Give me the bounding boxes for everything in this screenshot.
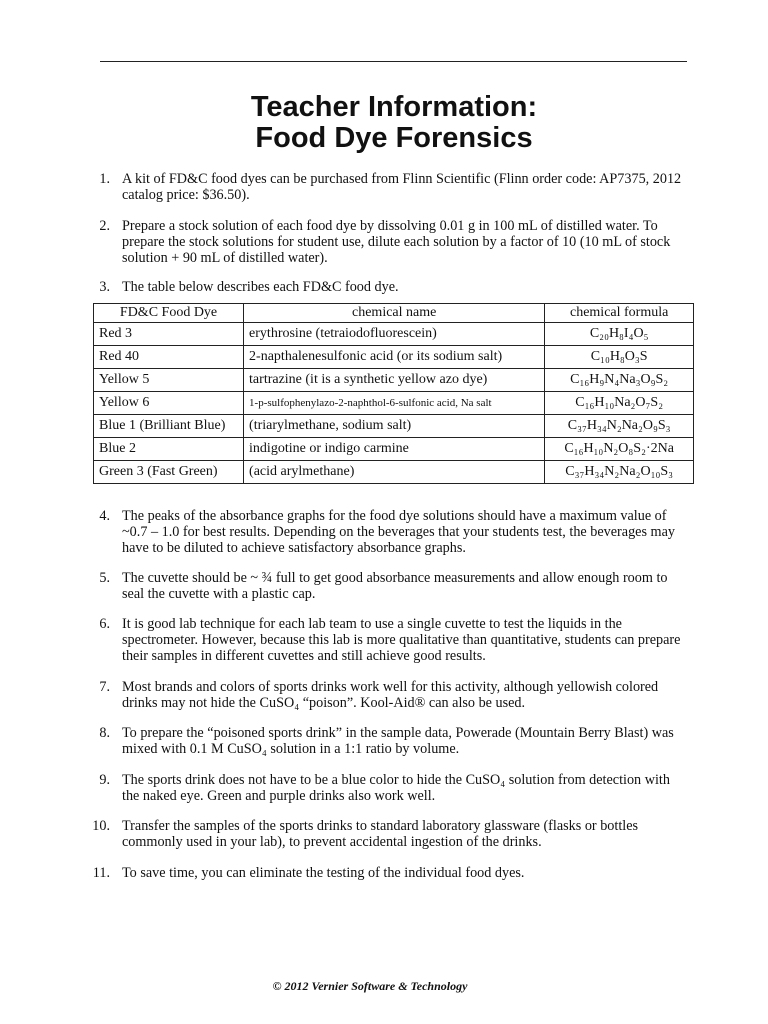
item-text: To save time, you can eliminate the testing of the individual food dyes. <box>122 865 525 881</box>
item-text: Transfer the samples of the sports drinks to standard laboratory glassware (flasks or bottles commonly used in your lab), to prevent accidental ingestion of the drinks. <box>122 818 639 850</box>
header-rule <box>100 61 687 62</box>
table-row <box>94 392 694 415</box>
item-text: Prepare a stock solution of each food dye by dissolving 0.01 g in 100 mL of distilled water. To prepare the stock solutions for student use, dilute each solution by a factor of 10 (10 mL of stock solution + 90 mL of distilled water). <box>122 218 671 266</box>
title-line-2: Food Dye Forensics <box>255 122 533 154</box>
chemical-formula-cell: C₃₇H₃₄N₂Na₂O₁₀S₃ <box>545 461 694 484</box>
page-title <box>0 92 768 154</box>
item-number: 10. <box>92 818 110 834</box>
table-row <box>94 346 694 369</box>
item-number: 11. <box>92 865 110 881</box>
item-number: 1. <box>99 171 110 187</box>
column-header: chemical name <box>244 304 545 323</box>
chemical-name-cell: indigotine or indigo carmine <box>244 438 545 461</box>
item-number: 4. <box>99 508 110 524</box>
chemical-formula-cell: C₁₆H₁₀Na₂O₇S₂ <box>545 392 694 415</box>
item-text: The sports drink does not have to be a blue color to hide the CuSO₄ solution from detection with the naked eye. Green and purple drinks also work well. <box>122 772 670 804</box>
chemical-name-cell: 2-napthalenesulfonic acid (or its sodium salt) <box>244 346 545 369</box>
item-number: 8. <box>99 725 110 741</box>
chemical-formula-cell: C₃₇H₃₄N₂Na₂O₉S₃ <box>545 415 694 438</box>
chemical-name-cell: (acid arylmethane) <box>244 461 545 484</box>
table-header-row <box>94 304 694 323</box>
item-text: Most brands and colors of sports drinks work well for this activity, although yellowish colored drinks may not hide the CuSO₄ “poison”. Kool-Aid® can also be used. <box>122 679 659 711</box>
table-row <box>94 415 694 438</box>
item-text: The table below describes each FD&C food dye. <box>122 279 399 295</box>
chemical-name-cell: tartrazine (it is a synthetic yellow azo dye) <box>244 369 545 392</box>
food-dye-table <box>93 303 694 484</box>
item-text: The peaks of the absorbance graphs for the food dye solutions should have a maximum value of ~0.7 – 1.0 for best results. Depending on the beverages that your students test, the beverages may have to be diluted to achieve satisfactory absorbance graphs. <box>122 508 675 556</box>
copyright-footer: © 2012 Vernier Software & Technology <box>272 979 468 993</box>
table-row <box>94 369 694 392</box>
item-text: The cuvette should be ~ ¾ full to get good absorbance measurements and allow enough room to seal the cuvette with a plastic cap. <box>122 570 668 602</box>
table-row <box>94 323 694 346</box>
dye-cell: Red 3 <box>94 323 244 346</box>
dye-cell: Green 3 (Fast Green) <box>94 461 244 484</box>
table-row <box>94 438 694 461</box>
item-number: 6. <box>99 616 110 632</box>
chemical-name-cell: 1-p-sulfophenylazo-2-naphthol-6-sulfonic acid, Na salt <box>244 392 545 415</box>
dye-cell: Yellow 5 <box>94 369 244 392</box>
column-header: chemical formula <box>545 304 694 323</box>
dye-cell: Blue 2 <box>94 438 244 461</box>
column-header: FD&C Food Dye <box>94 304 244 323</box>
item-text: A kit of FD&C food dyes can be purchased from Flinn Scientific (Flinn order code: AP7375, 2012 catalog price: $36.50). <box>122 171 682 203</box>
item-text: It is good lab technique for each lab team to use a single cuvette to test the liquids in the spectrometer. However, because this lab is more qualitative than quantitative, students can prepare their samples in different cuvettes and still achieve good results. <box>122 616 681 664</box>
chemical-name-cell: erythrosine (tetraiodofluorescein) <box>244 323 545 346</box>
chemical-formula-cell: C₁₆H₁₀N₂O₈S₂·2Na <box>545 438 694 461</box>
item-number: 3. <box>99 279 110 295</box>
title-line-1: Teacher Information: <box>250 91 538 123</box>
item-number: 5. <box>99 570 110 586</box>
table-row <box>94 461 694 484</box>
chemical-name-cell: (triarylmethane, sodium salt) <box>244 415 545 438</box>
dye-cell: Blue 1 (Brilliant Blue) <box>94 415 244 438</box>
dye-cell: Red 40 <box>94 346 244 369</box>
chemical-formula-cell: C₁₀H₈O₃S <box>545 346 694 369</box>
item-number: 2. <box>99 218 110 234</box>
chemical-formula-cell: C₁₆H₉N₄Na₃O₉S₂ <box>545 369 694 392</box>
chemical-formula-cell: C₂₀H₈I₄O₅ <box>545 323 694 346</box>
item-number: 9. <box>99 772 110 788</box>
dye-cell: Yellow 6 <box>94 392 244 415</box>
item-number: 7. <box>99 679 110 695</box>
item-text: To prepare the “poisoned sports drink” in the sample data, Powerade (Mountain Berry Blast) was mixed with 0.1 M CuSO₄ solution in a 1:1 ratio by volume. <box>122 725 674 757</box>
